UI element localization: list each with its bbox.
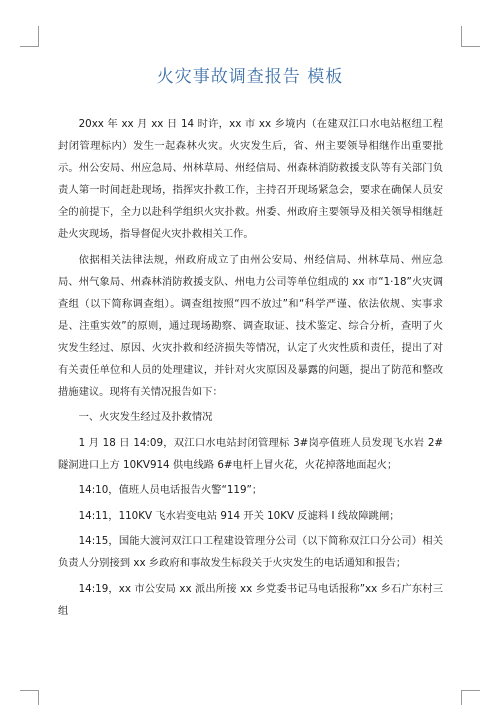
timeline-entry: 1 月 18 日 14:09，双江口水电站封闭管理标 3#岗亭值班人员发现飞水岩 2#隧洞进口上方 10KV914 供电线路 6#电杆上冒火花，火花掉落地面起火； <box>58 436 443 471</box>
document-body <box>58 113 443 625</box>
paragraph-investigation: 依据相关法律法规，州政府成立了由州公安局、州经信局、州林草局、州应急局、州气象局、州森林消防救援支队、州电力公司等单位组成的 xx 市“1·18”火灾调查组（以下简称调查组）。调查组按照“四不放过”和“科学严谨、依法依规、实事求是、注重实效”的原则，通过现场勘察、调查取证、技术鉴定、综合分析，查明了火灾发生经过、原因、火灾扑救和经济损失等情况，认定了火灾性质和责任，提出了对有关责任单位和人员的处理建议，并针对火灾原因及暴露的问题，提出了防范和整改措施建议。现将有关情况报告如下： <box>58 253 443 398</box>
corner-mark-bottom-right <box>461 690 480 705</box>
corner-mark-top-left <box>20 26 39 47</box>
corner-mark-bottom-left <box>20 690 39 705</box>
timeline-entry: 14:15，国能大渡河双江口工程建设管理分公司（以下简称双江口分公司）相关负责人分别接到 xx 乡政府和事故发生标段关于火灾发生的电话通知和报告； <box>58 535 443 569</box>
section-heading: 一、火灾发生经过及扑救情况 <box>78 411 213 423</box>
timeline-entry: 14:19，xx 市公安局 xx 派出所接 xx 乡党委书记马电话报称”xx 乡石广东村三组 <box>58 582 443 617</box>
corner-mark-top-right <box>461 26 480 47</box>
paragraph-intro: 20xx 年 xx 月 xx 日 14 时许，xx 市 xx 乡境内（在建双江口水电站枢纽工程封闭管理标内）发生一起森林火灾。火灾发生后，省、州主要领导相继作出重要批示。州公安局、州应急局、州林草局、州经信局、州森林消防救援支队等有关部门负责人第一时间赶赴现场，指挥灾扑救工作，主持召开现场紧急会，要求在确保人员安全的前提下，全力以赴科学组织火灾扑救。州委、州政府主要领导及相关领导相继赶赴火灾现场，指导督促火灾扑救相关工作。 <box>58 118 443 240</box>
timeline-entry: 14:11，110KV 飞水岩变电站 914 开关 10KV 反滤料 I 线故障跳闸； <box>78 509 400 522</box>
timeline-entry: 14:10，值班人员电话报告火警“119”； <box>78 484 263 496</box>
document-title: 火灾事故调查报告 模板 <box>156 67 344 87</box>
